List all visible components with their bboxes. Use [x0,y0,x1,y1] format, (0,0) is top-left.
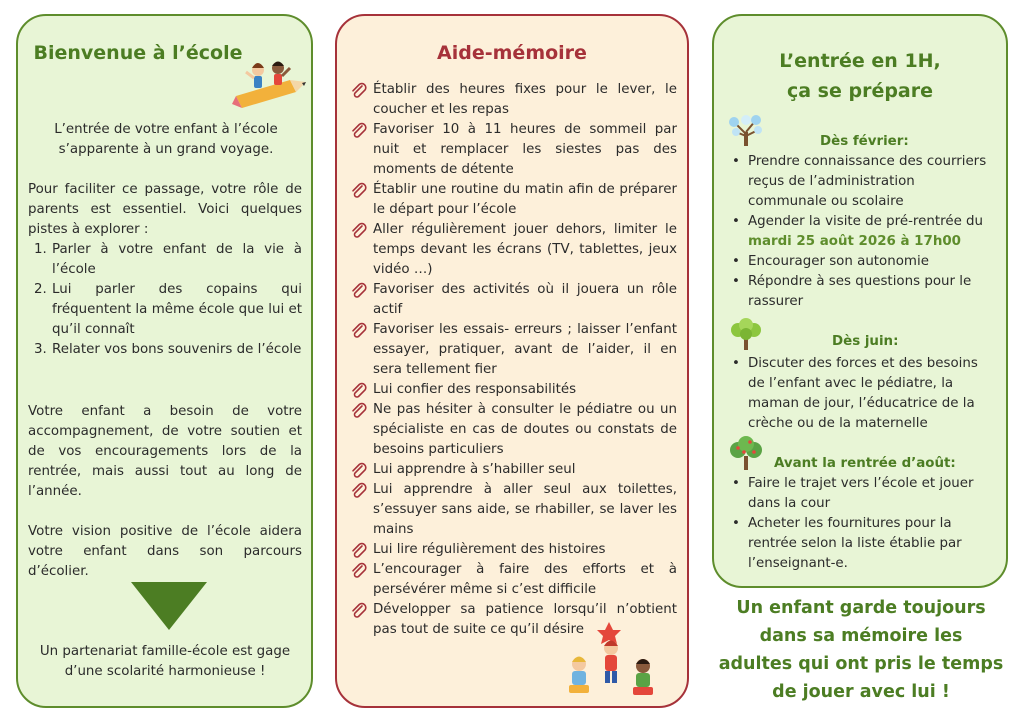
reminder-item: Ne pas hésiter à consulter le pédiatre ou un spécialiste en cas de doutes ou constats de besoins particuliers [351,400,677,460]
paperclip-icon [351,282,367,300]
tree-icon [728,318,764,352]
tree-icon [728,114,764,148]
children-playing-illustration [559,616,663,702]
support-paragraph: Votre enfant a besoin de votre accompagnement, de votre soutien et de vos encouragements lors de la rentrée, mais aussi tout au long de l’année. [28,404,302,499]
list-item: • Répondre à ses questions pour le rassurer [726,272,996,312]
reminder-item: Favoriser les essais- erreurs ; laisser l’enfant essayer, pratiquer, avant de l’aider, il en sera tellement fier [351,320,677,380]
preparation-panel [712,14,1008,588]
list-item: • Agender la visite de pré-rentrée du mardi 25 août 2026 à 17h00 [726,212,996,252]
reminder-item: Favoriser des activités où il jouera un rôle actif [351,280,677,320]
reminder-item: Lui confier des responsabilités [351,380,677,400]
welcome-title: Bienvenue à l’école [33,42,243,64]
tree-icon [728,436,764,472]
paperclip-icon [351,382,367,400]
arrow-down-icon [131,582,207,630]
paperclip-icon [351,542,367,560]
reminder-list [351,80,677,640]
reminder-item: Favoriser 10 à 11 heures de sommeil par nuit et remplacer les siestes pas des moments de détente [351,120,677,180]
august-heading: Avant la rentrée d’août: [774,456,956,471]
list-item: 1. Parler à votre enfant de la vie à l’école [34,242,302,277]
reminder-item: Lui apprendre à aller seul aux toilettes, s’essuyer sans aide, se rhabiller, se laver les mains [351,480,677,540]
june-heading: Dès juin: [832,334,899,349]
preparation-title: L’entrée en 1H, ça se prépare [779,50,941,102]
explore-list [28,240,302,360]
vision-paragraph: Votre vision positive de l’école aidera votre enfant dans son parcours d’écolier. [28,524,302,579]
june-list [726,354,996,434]
reminder-item: Établir une routine du matin afin de préparer le départ pour l’école [351,180,677,220]
paperclip-icon [351,402,367,420]
visit-date-highlight: mardi 25 août 2026 à 17h00 [748,234,961,249]
reminder-item: Lui lire régulièrement des histoires [351,540,677,560]
list-item: 2. Lui parler des copains qui fréquentent la même école que lui et qu’il connaît [34,282,302,337]
list-item: • Faire le trajet vers l’école et jouer dans la cour [726,474,996,514]
list-item: • Encourager son autonomie [726,252,996,272]
paperclip-icon [351,122,367,140]
reminder-item: Établir des heures fixes pour le lever, le coucher et les repas [351,80,677,120]
closing-quote: Un enfant garde toujours dans sa mémoire les adultes qui ont pris le temps de jouer avec lui ! [718,598,1004,702]
intro-text: L’entrée de votre enfant à l’école s’apparente à un grand voyage. [54,122,278,157]
list-item: • Acheter les fournitures pour la rentrée selon la liste établie par l’enseignant-e. [726,514,996,574]
reminder-title: Aide-mémoire [437,42,587,64]
reminder-panel [335,14,689,708]
august-list [726,474,996,574]
paperclip-icon [351,482,367,500]
february-list [726,152,996,312]
children-pencil-illustration [230,56,310,112]
paperclip-icon [351,182,367,200]
paperclip-icon [351,322,367,340]
reminder-item: Développer sa patience lorsqu’il n’obtient pas tout de suite ce qu’il désire [351,600,677,640]
paperclip-icon [351,222,367,240]
reminder-item: Lui apprendre à s’habiller seul [351,460,677,480]
list-item: • Discuter des forces et des besoins de l’enfant avec le pédiatre, la maman de jour, l’éducatrice de la crèche ou de la maternelle [726,354,996,434]
role-paragraph: Pour faciliter ce passage, votre rôle de parents est essentiel. Voici quelques pistes à explorer : [28,182,302,237]
february-heading: Dès février: [820,134,909,149]
paperclip-icon [351,562,367,580]
list-item: • Prendre connaissance des courriers reçus de l’administration communale ou scolaire [726,152,996,212]
welcome-panel [16,14,313,708]
reminder-item: Aller régulièrement jouer dehors, limiter le temps devant les écrans (TV, tablettes, jeux vidéo …) [351,220,677,280]
paperclip-icon [351,82,367,100]
list-item: 3. Relater vos bons souvenirs de l’école [34,342,302,357]
paperclip-icon [351,602,367,620]
partnership-text: Un partenariat famille-école est gage d’une scolarité harmonieuse ! [39,644,291,679]
paperclip-icon [351,462,367,480]
reminder-item: L’encourager à faire des efforts et à persévérer même si c’est difficile [351,560,677,600]
